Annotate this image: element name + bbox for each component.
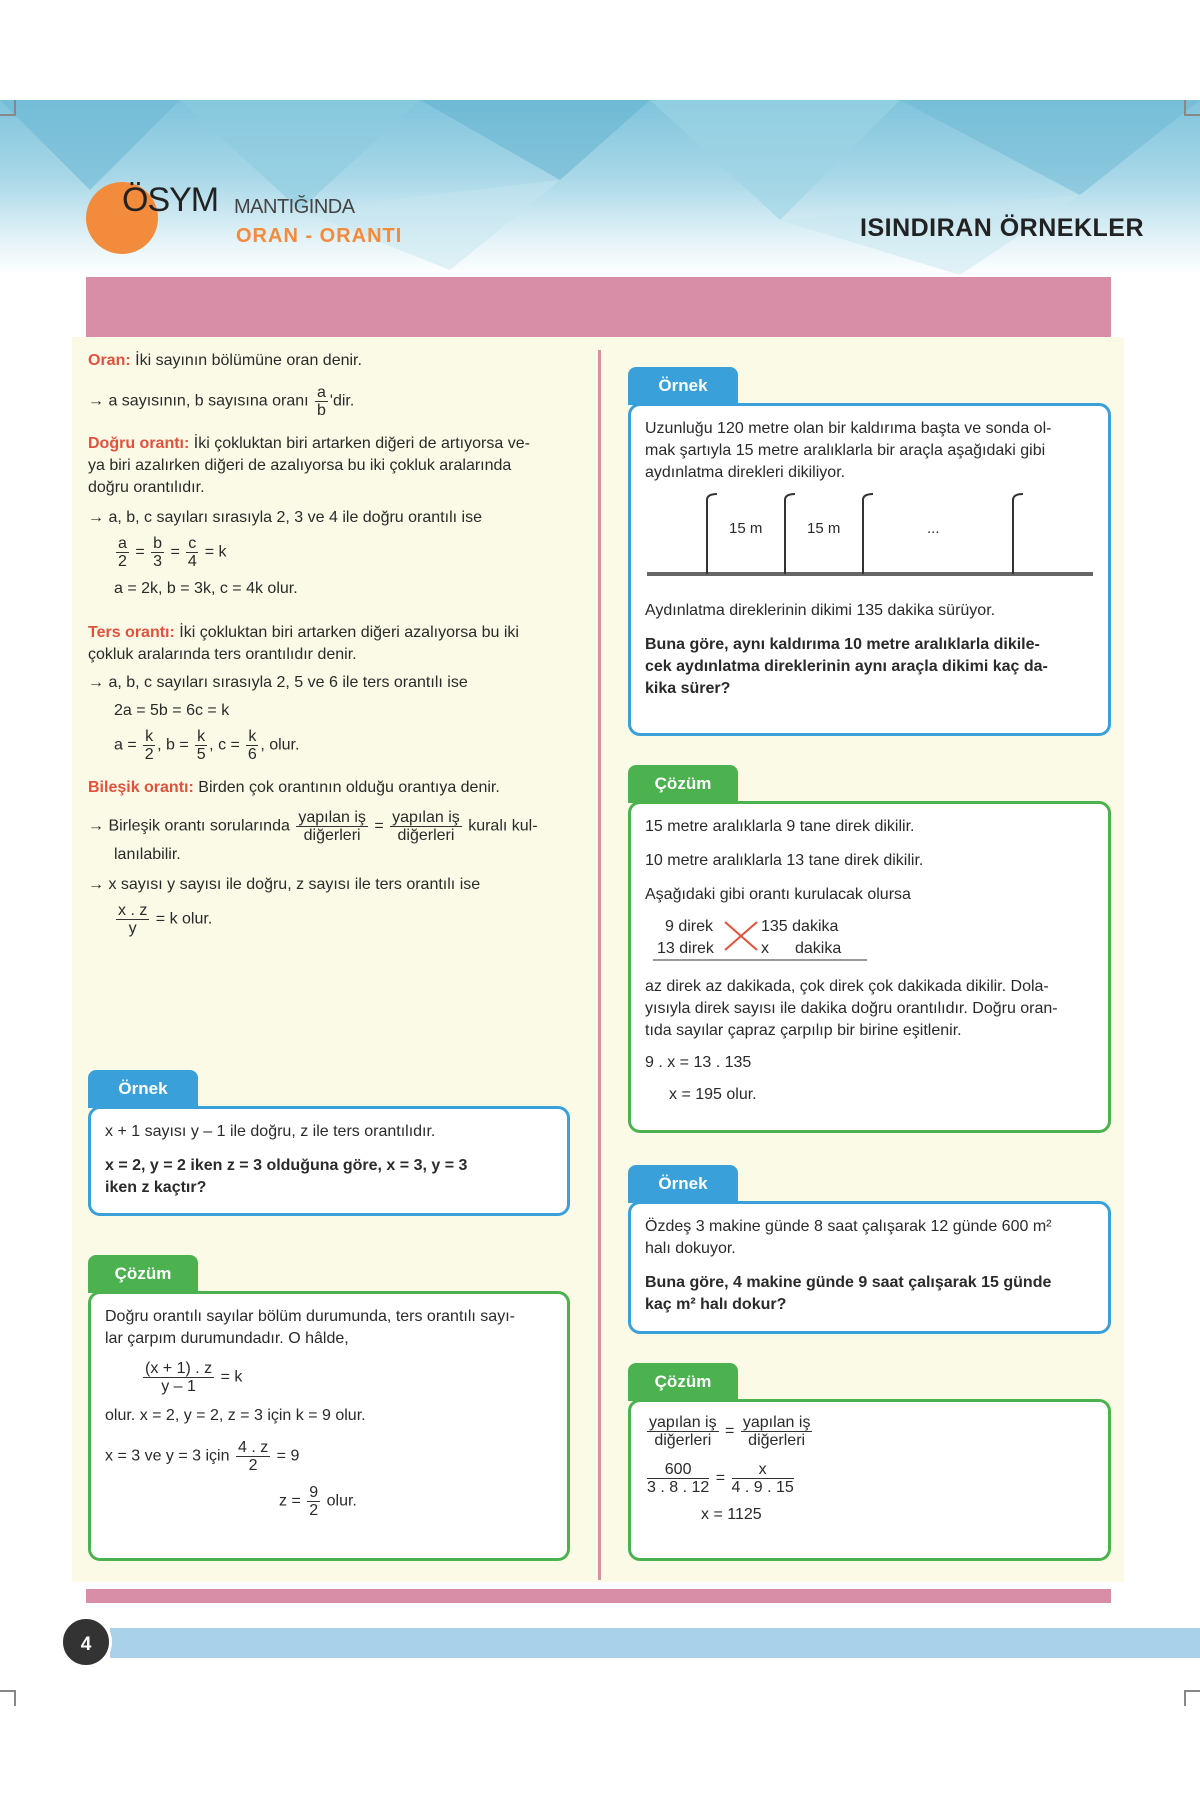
crop-mark-tr [1184, 100, 1200, 116]
bilesik-example2: → x sayısı y sayısı ile doğru, z sayısı ile ters orantılı ise [88, 876, 481, 893]
ters-eq: 2a = 5b = 6c = k [114, 702, 230, 719]
logo-main: ÖSYM [122, 181, 219, 219]
cross-multiply-icon [645, 912, 875, 962]
arrow-icon: → [88, 817, 104, 835]
dogru-oranti: Doğru orantı: İki çokluktan biri artarken diğeri de artıyorsa ve- ya biri azalırken diğeri de azalıyorsa bu iki çokluk aralarında doğru orantılıdır. [88, 435, 530, 496]
ornek-box: Uzunluğu 120 metre olan bir kaldırıma başta ve sonda ol- mak şartıyla 15 metre aralıklarla bir araçla aşağıdaki gibi aydınlatma direkleri dikiliyor. 15 m 15 m ... Aydınlatma direklerinin dikimi 135 dakika sürüyor. Buna göre, aynı kaldırıma 10 metre aralıklarla dikile- cek aydınlatma direklerinin aynı araçla dikimi kaç da- kika sürer? [628, 403, 1111, 736]
cozum-fraction: $\frac{(x + 1) . z}{y - 1}$ = k [145, 1360, 243, 1395]
cozum-box: 15 metre aralıklarla 9 tane direk dikilir. 10 metre aralıklarla 13 tane direk dikilir. Aşağıdaki gibi orantı kurulacak olursa 9 direk 135 dakika 13 direk x dakika az direk az dakikada, çok direk çok dakikada dikilir. Dola- yısıyla direk sayısı ile dakika doğru orantılıdır. Doğru oran- tıda sayılar çapraz çarpılıp bir birine eşitlenir. 9 . x = 13 . 135 x = 195 olur. [628, 801, 1111, 1133]
cozum-tab: Çözüm [628, 1363, 738, 1401]
arrow-icon: → [88, 392, 104, 410]
cozum-tab: Çözüm [88, 1255, 198, 1293]
ters-oranti: Ters orantı: İki çokluktan biri artarken diğeri azalıyorsa bu iki çokluk aralarında ters orantılıdır denir. [88, 624, 519, 663]
title-bar [86, 277, 1111, 337]
footer-pink-bar [86, 1589, 1111, 1603]
ornek-tab: Örnek [628, 1165, 738, 1203]
cozum-tab: Çözüm [628, 765, 738, 803]
gap-label: 15 m [807, 520, 841, 537]
dogru-example: → a, b, c sayıları sırasıyla 2, 3 ve 4 ile doğru orantılı ise [88, 509, 482, 526]
bilesik-equation: $\frac{x . z}{y}$ = k olur. [118, 902, 213, 937]
crop-mark-tl [0, 100, 16, 116]
column-divider [598, 350, 601, 1580]
ters-values: a = $\frac{k}{2}$ , b = $\frac{k}{5}$ , c = $\frac{k}{6}$ , olur. [114, 728, 300, 763]
proportion-table: 9 direk 135 dakika 13 direk x dakika [645, 912, 1094, 962]
dogru-equation: $\frac{a}{2}$ = $\frac{b}{3}$ = $\frac{c}{4}$ = k [118, 535, 227, 570]
poles-figure [645, 490, 1094, 590]
bilesik-oranti: Bileşik orantı: Birden çok orantının olduğu orantıya denir. [88, 779, 500, 796]
ornek-tab: Örnek [628, 367, 738, 405]
oran-definition: Oran: İki sayının bölümüne oran denir. [88, 352, 362, 369]
fraction: $\frac{a}{b}$ [317, 384, 326, 419]
section-title: ISINDIRAN ÖRNEKLER [860, 214, 1145, 242]
bilesik-example1: → Birleşik orantı sorularında $\frac{\text{yapılan iş}}{\text{diğerleri}}$ = $\frac{\text{yapılan iş}}{\text{diğerleri}}$ kuralı kul- lanılabilir. [88, 809, 538, 863]
page-number: 4 [60, 1616, 112, 1668]
cozum-box: Doğru orantılı sayılar bölüm durumunda, ters orantılı sayı- lar çarpım durumundadır. O hâlde, $\frac{(x + 1) . z}{y - 1}$ = k olur. x = 2, y = 2, z = 3 için k = 9 olur. x = 3 ve y = 3 için $\frac{4 . z}{2}$ = 9 z = $\frac{9}{2}$ olur. [88, 1291, 570, 1561]
footer-blue-bar [110, 1628, 1200, 1658]
topic-title: ORAN - ORANTI [236, 225, 403, 247]
poles-diagram [645, 490, 1095, 590]
ornek-tab: Örnek [88, 1070, 198, 1108]
cozum-result: z = $\frac{9}{2}$ olur. [279, 1484, 357, 1519]
ters-example: → a, b, c sayıları sırasıyla 2, 5 ve 6 ile ters orantılı ise [88, 674, 468, 691]
arrow-icon: → [88, 876, 104, 893]
dogru-result: a = 2k, b = 3k, c = 4k olur. [114, 580, 298, 597]
cozum3-result: x = 1125 [701, 1506, 762, 1523]
cozum3-rule: $\frac{\text{yapılan iş}}{\text{diğerleri}}$ = $\frac{\text{yapılan iş}}{\text{diğerleri}}$ [649, 1414, 811, 1449]
arrow-icon: → [88, 674, 104, 691]
crop-mark-bl [0, 1690, 16, 1706]
cozum3-substitution: $\frac{600}{3 . 8 . 12}$ = $\frac{x}{4 . 9 . 15}$ [647, 1461, 794, 1496]
gap-label: 15 m [729, 520, 763, 537]
logo-sub: MANTIĞINDA [234, 196, 355, 218]
left-column [88, 350, 588, 937]
ornek-box: Özdeş 3 makine günde 8 saat çalışarak 12 günde 600 m² halı dokuyor. Buna göre, 4 makine günde 9 saat çalışarak 15 günde kaç m² halı dokur? [628, 1201, 1111, 1334]
crop-mark-br [1184, 1690, 1200, 1706]
ellipsis: ... [927, 520, 940, 537]
arrow-icon: → [88, 509, 104, 526]
cozum-box [628, 1399, 1111, 1561]
ornek-box: x + 1 sayısı y – 1 ile doğru, z ile ters orantılıdır. x = 2, y = 2 iken z = 3 olduğuna göre, x = 3, y = 3 iken z kaçtır? [88, 1106, 570, 1216]
oran-example: → a sayısının, b sayısına oranı $\frac{a}{b}$ 'dir. [88, 384, 355, 419]
cozum-step: x = 3 ve y = 3 için $\frac{4 . z}{2}$ = 9 [105, 1439, 300, 1474]
